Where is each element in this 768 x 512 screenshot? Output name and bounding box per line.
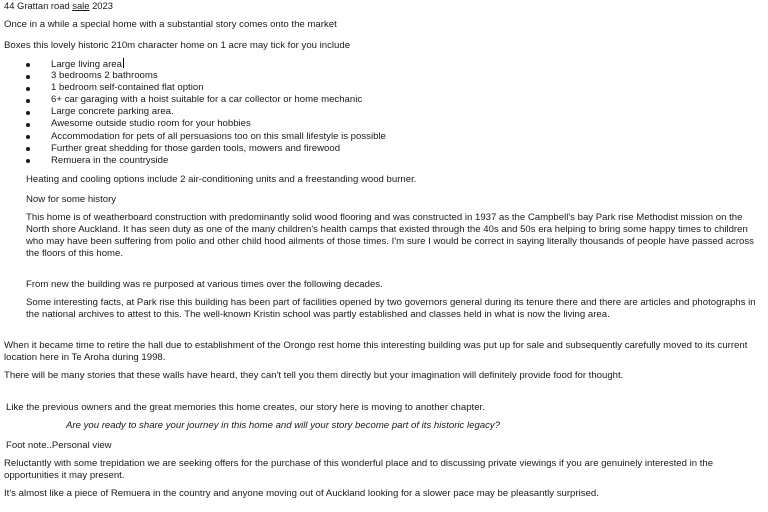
bullet-icon [26,159,30,163]
bullet-icon [26,111,30,115]
list-item: Further great shedding for those garden tools, mowers and firewood [22,143,386,155]
bullet-icon [26,99,30,103]
retire-paragraph: When it became time to retire the hall due to establishment of the Orongo rest home this interesting building was put up for sale and subsequently carefully moved to its current location here in Te Aroha during 1998. [4,340,748,363]
history-paragraph: This home is of weatherboard construction with predominantly solid wood flooring and was constructed in 1937 as the Campbell's bay Park rise Methodist mission on the North shore Auckland. It has seen duty as one of the many children's health camps that existed through the 40s and 50s era helping to bring some happy times to children who may have been suffering from polio and other child hood ailments of those times. I'm sure I would be correct in saying literally thousands of people have passed across the floors of this home. [26,212,754,259]
feature-list [22,58,386,167]
list-item: 3 bedrooms 2 bathrooms [22,70,386,82]
offers-paragraph: Reluctantly with some trepidation we are seeking offers for the purchase of this wonderful place and to discussing private viewings if you are genuinely interested in the opportunities it may present. [4,458,714,481]
bullet-icon [26,75,30,79]
facts-paragraph: Some interesting facts, at Park rise this building has been part of facilities opened by two governors general during its tenure there and there are articles and photographs in the national archives to attest to this. The well-known Kristin school was partly established and classes held in what is now the living area. [26,297,756,320]
boxes-line: Boxes this lovely historic 210m character home on 1 acre may tick for you include [4,40,351,51]
heating-paragraph: Heating and cooling options include 2 air-conditioning units and a freestanding wood burner. [26,174,417,185]
text-cursor [123,58,124,68]
list-item: Large living area [22,58,386,70]
stories-paragraph: There will be many stories that these walls have heard, they can't tell you them directly but your imagination will definitely provide food for thought. [4,370,624,381]
list-item: Awesome outside studio room for your hobbies [22,118,386,130]
owners-paragraph: Like the previous owners and the great memories this home creates, our story here is moving to another chapter. [6,402,485,413]
legacy-question: Are you ready to share your journey in this home and will your story become part of its historic legacy? [66,420,501,431]
bullet-icon [26,63,30,67]
intro-line: Once in a while a special home with a substantial story comes onto the market [4,19,337,30]
list-item: 6+ car garaging with a hoist suitable for a car collector or home mechanic [22,94,386,106]
list-item: Accommodation for pets of all persuasions too on this small lifestyle is possible [22,131,386,143]
title-sale-word: sale [72,0,90,11]
footnote-heading: Foot note..Personal view [6,440,112,451]
bullet-icon [26,147,30,151]
history-heading: Now for some history [26,194,117,205]
list-item: Remuera in the countryside [22,155,386,167]
list-item: 1 bedroom self-contained flat option [22,82,386,94]
bullet-icon [26,87,30,91]
bullet-icon [26,123,30,127]
document-title: 44 Grattan road sale 2023 [4,0,113,11]
remuera-paragraph: It's almost like a piece of Remuera in the country and anyone moving out of Auckland looking for a slower pace may be pleasantly surprised. [4,488,599,499]
repurposed-paragraph: From new the building was re purposed at various times over the following decades. [26,279,383,290]
list-item: Large concrete parking area. [22,106,386,118]
bullet-icon [26,135,30,139]
